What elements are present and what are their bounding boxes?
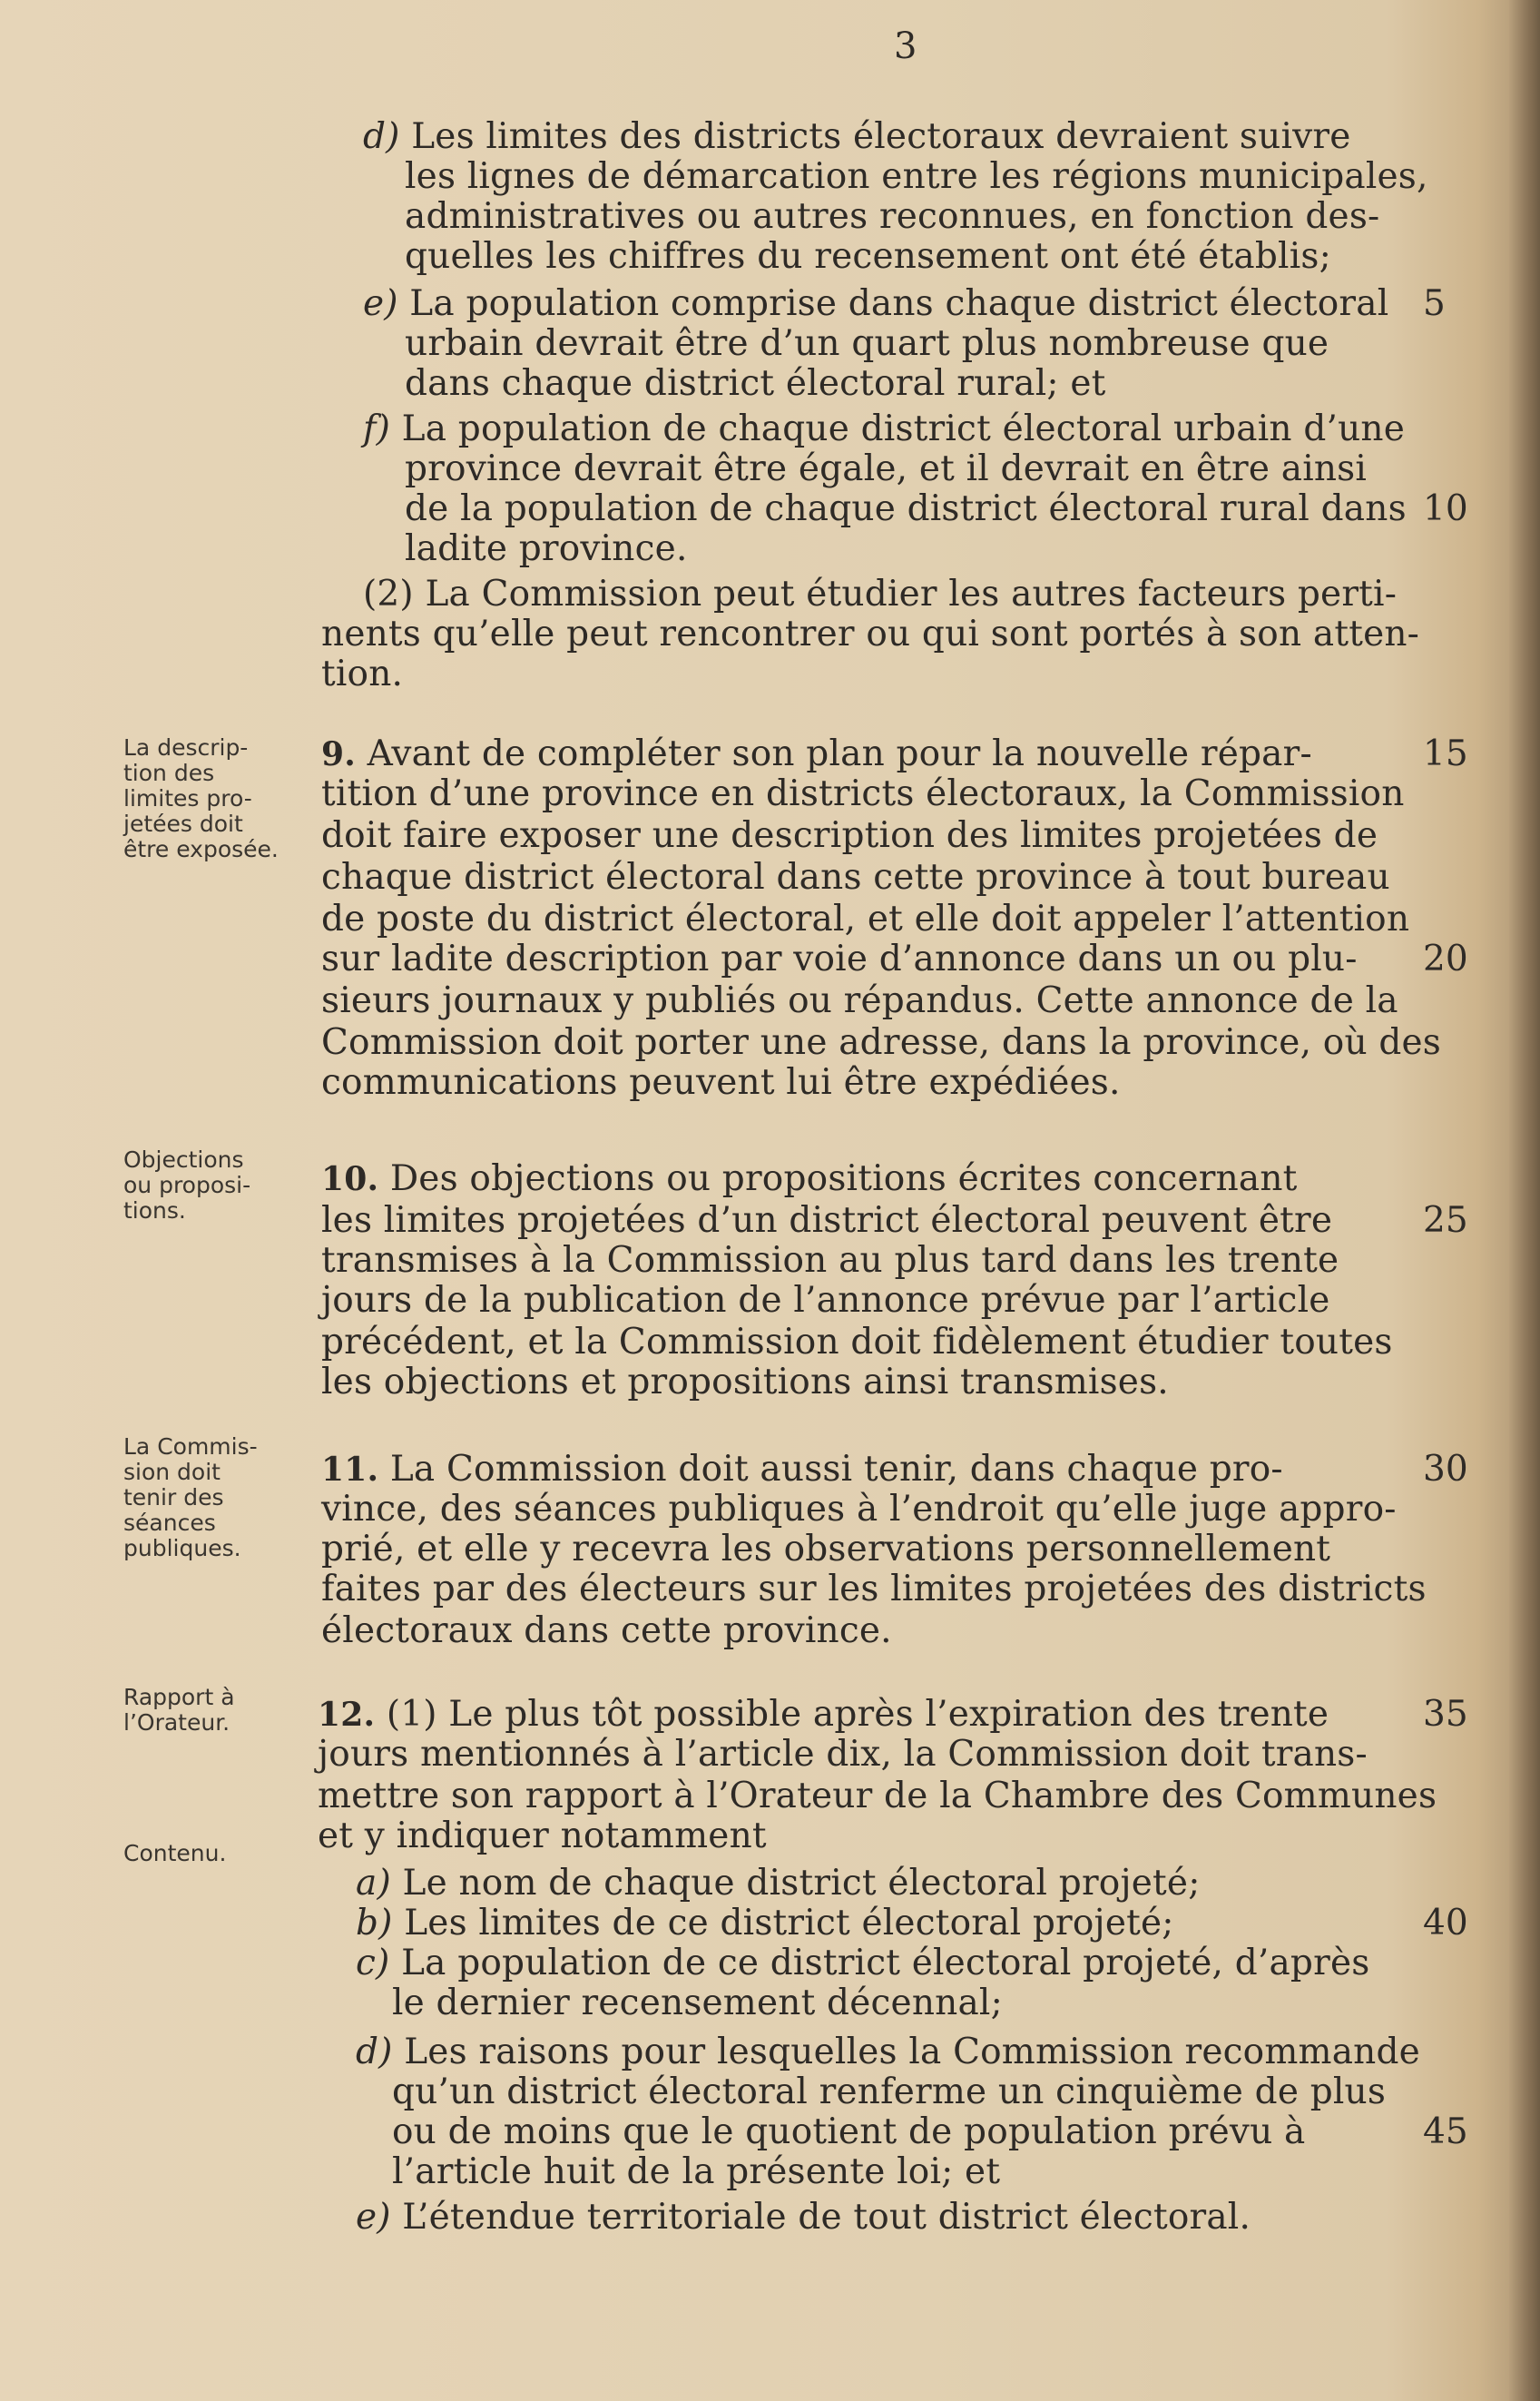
margin-note-line: l’Orateur. bbox=[123, 1709, 231, 1736]
line-text: (2) La Commission peut étudier les autres facteurs perti- bbox=[363, 574, 1398, 615]
text-line bbox=[321, 1200, 1332, 1241]
item-letter: e) bbox=[363, 283, 398, 324]
line-number: 30 bbox=[1423, 1449, 1468, 1490]
item-letter: a) bbox=[356, 1863, 391, 1904]
text-line bbox=[318, 1694, 1329, 1735]
text-line bbox=[321, 733, 1312, 774]
line-text: Les raisons pour lesquelles la Commission recommande bbox=[392, 2032, 1420, 2072]
line-text: chaque district électoral dans cette province à tout bureau bbox=[321, 857, 1390, 898]
text-line bbox=[318, 1734, 1368, 1775]
text-line bbox=[321, 1158, 1298, 1199]
line-text: sieurs journaux y publiés ou répandus. Cette annonce de la bbox=[321, 980, 1398, 1021]
line-text: les objections et propositions ainsi transmises. bbox=[321, 1362, 1169, 1402]
item-letter: d) bbox=[356, 2032, 393, 2072]
margin-note bbox=[123, 1841, 305, 1866]
line-text: (1) Le plus tôt possible après l’expiration des trente bbox=[375, 1694, 1329, 1735]
line-text: mettre son rapport à l’Orateur de la Chambre des Communes bbox=[318, 1776, 1437, 1816]
line-text: électoraux dans cette province. bbox=[321, 1610, 892, 1651]
text-line bbox=[356, 2032, 1420, 2072]
line-text: tition d’une province en districts électoraux, la Commission bbox=[321, 773, 1405, 814]
line-text: L’étendue territoriale de tout district électoral. bbox=[390, 2197, 1251, 2238]
section-number: 12. bbox=[318, 1696, 376, 1734]
margin-note-line: tenir des bbox=[123, 1484, 224, 1510]
margin-note-line: publiques. bbox=[123, 1535, 241, 1561]
text-line bbox=[405, 528, 688, 569]
line-number: 15 bbox=[1423, 733, 1468, 774]
text-line bbox=[321, 815, 1378, 856]
margin-note-line: être exposée. bbox=[123, 836, 279, 862]
line-text: communications peuvent lui être expédiées. bbox=[321, 1062, 1121, 1103]
section-number: 11. bbox=[321, 1451, 379, 1489]
margin-note-line: séances bbox=[123, 1510, 216, 1536]
margin-note-line: Objections bbox=[123, 1146, 244, 1173]
line-text: qu’un district électoral renferme un cinquième de plus bbox=[392, 2071, 1387, 2112]
text-line bbox=[356, 1903, 1174, 1943]
text-line bbox=[321, 1322, 1393, 1363]
line-number: 45 bbox=[1423, 2111, 1468, 2152]
text-line bbox=[363, 408, 1405, 449]
text-line bbox=[321, 1489, 1397, 1530]
line-text: sur ladite description par voie d’annonce dans un ou plu- bbox=[321, 939, 1358, 979]
line-text: Le nom de chaque district électoral projeté; bbox=[390, 1863, 1201, 1904]
margin-note-line: La descrip- bbox=[123, 734, 249, 761]
line-text: quelles les chiffres du recensement ont été établis; bbox=[405, 236, 1331, 277]
line-number: 35 bbox=[1423, 1694, 1468, 1735]
line-text: administratives ou autres reconnues, en fonction des- bbox=[405, 196, 1380, 237]
line-text: Avant de compléter son plan pour la nouvelle répar- bbox=[355, 733, 1312, 774]
margin-note bbox=[123, 735, 305, 862]
item-letter: c) bbox=[356, 1943, 390, 1983]
text-line bbox=[321, 654, 403, 694]
item-letter: f) bbox=[363, 408, 391, 449]
line-number: 10 bbox=[1423, 488, 1468, 529]
line-text: Les limites des districts électoraux devraient suivre bbox=[399, 116, 1351, 157]
line-text: de poste du district électoral, et elle doit appeler l’attention bbox=[321, 899, 1410, 940]
margin-note-line: La Commis- bbox=[123, 1433, 258, 1460]
line-text: l’article huit de la présente loi; et bbox=[392, 2151, 1001, 2192]
text-line bbox=[321, 899, 1409, 940]
text-line bbox=[318, 1776, 1437, 1816]
text-line bbox=[392, 1983, 1003, 2023]
text-line bbox=[356, 1943, 1369, 1983]
text-line bbox=[363, 574, 1397, 615]
text-line bbox=[321, 1449, 1283, 1490]
text-line bbox=[405, 196, 1379, 237]
text-line bbox=[392, 2151, 1000, 2192]
line-number: 5 bbox=[1423, 283, 1446, 324]
text-line bbox=[321, 980, 1398, 1021]
line-text: le dernier recensement décennal; bbox=[392, 1983, 1003, 2023]
text-line bbox=[321, 1280, 1330, 1321]
margin-note-line: tions. bbox=[123, 1197, 186, 1224]
text-line bbox=[321, 1610, 892, 1651]
line-text: urbain devrait être d’un quart plus nombreuse que bbox=[405, 323, 1329, 364]
line-text: les lignes de démarcation entre les régions municipales, bbox=[405, 156, 1428, 197]
text-line bbox=[363, 283, 1388, 324]
margin-note-line: ou proposi- bbox=[123, 1172, 251, 1198]
line-text: Commission doit porter une adresse, dans la province, où des bbox=[321, 1022, 1442, 1063]
line-text: faites par des électeurs sur les limites projetées des districts bbox=[321, 1569, 1427, 1609]
text-line bbox=[405, 448, 1367, 489]
text-line bbox=[356, 1863, 1201, 1904]
item-letter: b) bbox=[356, 1903, 393, 1943]
text-line bbox=[321, 857, 1390, 898]
line-text: nents qu’elle peut rencontrer ou qui sont portés à son atten- bbox=[321, 614, 1420, 654]
text-line bbox=[405, 488, 1407, 529]
line-number: 25 bbox=[1423, 1200, 1468, 1241]
line-text: ou de moins que le quotient de population prévu à bbox=[392, 2111, 1306, 2152]
text-line bbox=[363, 116, 1350, 157]
line-text: jours de la publication de l’annonce prévue par l’article bbox=[321, 1280, 1330, 1321]
text-line bbox=[392, 2071, 1386, 2112]
section-number: 10. bbox=[321, 1160, 379, 1198]
margin-note-line: tion des bbox=[123, 760, 215, 786]
line-text: tion. bbox=[321, 654, 404, 694]
line-text: transmises à la Commission au plus tard dans les trente bbox=[321, 1240, 1339, 1281]
text-line bbox=[321, 614, 1419, 654]
line-text: précédent, et la Commission doit fidèlement étudier toutes bbox=[321, 1322, 1393, 1363]
margin-note-line: Rapport à bbox=[123, 1684, 235, 1710]
text-line bbox=[321, 1062, 1121, 1103]
text-line bbox=[405, 236, 1331, 277]
page-edge bbox=[1509, 0, 1540, 2401]
margin-note bbox=[123, 1685, 305, 1736]
text-line bbox=[321, 1240, 1339, 1281]
line-text: La population de ce district électoral projeté, d’après bbox=[389, 1943, 1370, 1983]
line-text: de la population de chaque district électoral rural dans bbox=[405, 488, 1407, 529]
margin-note-line: limites pro- bbox=[123, 785, 252, 812]
line-text: et y indiquer notamment bbox=[318, 1816, 767, 1856]
text-line bbox=[318, 1816, 767, 1856]
text-line bbox=[321, 1569, 1427, 1609]
text-line bbox=[321, 1362, 1169, 1402]
text-line bbox=[392, 2111, 1306, 2152]
margin-note-line: Contenu. bbox=[123, 1840, 227, 1866]
line-text: Les limites de ce district électoral projeté; bbox=[392, 1903, 1174, 1943]
text-line bbox=[356, 2197, 1251, 2238]
page-number: 3 bbox=[894, 25, 917, 67]
item-letter: d) bbox=[363, 116, 400, 157]
line-text: prié, et elle y recevra les observations personnellement bbox=[321, 1529, 1331, 1570]
text-line bbox=[321, 773, 1405, 814]
line-text: La population de chaque district électoral urbain d’une bbox=[390, 408, 1406, 449]
section-number: 9. bbox=[321, 735, 356, 773]
line-text: vince, des séances publiques à l’endroit qu’elle juge appro- bbox=[321, 1489, 1397, 1530]
text-line bbox=[321, 1022, 1441, 1063]
text-line bbox=[405, 156, 1428, 197]
margin-note-line: sion doit bbox=[123, 1459, 221, 1485]
margin-note bbox=[123, 1434, 305, 1561]
line-text: dans chaque district électoral rural; et bbox=[405, 363, 1106, 404]
line-text: ladite province. bbox=[405, 528, 688, 569]
margin-note bbox=[123, 1147, 305, 1224]
line-text: les limites projetées d’un district électoral peuvent être bbox=[321, 1200, 1333, 1241]
text-line bbox=[321, 1529, 1330, 1570]
line-text: La population comprise dans chaque district électoral bbox=[397, 283, 1389, 324]
text-line bbox=[405, 323, 1329, 364]
line-number: 20 bbox=[1423, 939, 1468, 979]
text-line bbox=[405, 363, 1105, 404]
line-text: doit faire exposer une description des limites projetées de bbox=[321, 815, 1378, 856]
margin-note-line: jetées doit bbox=[123, 811, 243, 837]
item-letter: e) bbox=[356, 2197, 391, 2238]
line-text: jours mentionnés à l’article dix, la Commission doit trans- bbox=[318, 1734, 1368, 1775]
line-text: La Commission doit aussi tenir, dans chaque pro- bbox=[378, 1449, 1283, 1490]
line-text: Des objections ou propositions écrites concernant bbox=[378, 1158, 1298, 1199]
text-line bbox=[321, 939, 1358, 979]
line-number: 40 bbox=[1423, 1903, 1468, 1943]
line-text: province devrait être égale, et il devrait en être ainsi bbox=[405, 448, 1368, 489]
